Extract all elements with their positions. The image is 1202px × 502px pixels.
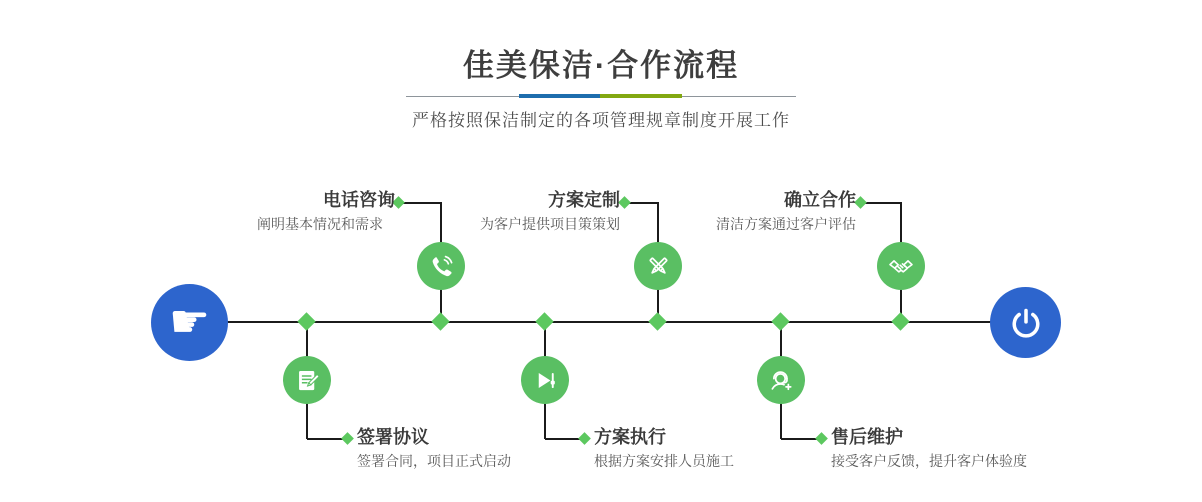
- step-desc: 接受客户反馈，提升客户体验度: [831, 453, 1027, 469]
- step-desc: 为客户提供项目策策划: [480, 216, 620, 232]
- step-title: 电话咨询: [323, 190, 395, 210]
- label-tick-diamond: [341, 432, 354, 445]
- divider-green-segment: [600, 94, 682, 98]
- contract-icon: [294, 367, 321, 394]
- page-subtitle: 严格按照保洁制定的各项管理规章制度开展工作: [412, 111, 790, 130]
- step-label-after-sales: [831, 427, 1027, 469]
- timeline-node-diamond: [771, 312, 789, 330]
- step-desc: 阐明基本情况和需求: [257, 216, 383, 232]
- step-circle-handshake: [877, 242, 925, 290]
- page-title: 佳美保洁·合作流程: [462, 48, 740, 83]
- step-title: 方案定制: [548, 190, 620, 210]
- step-label-sign-agreement: [357, 427, 511, 469]
- timeline-node-diamond: [297, 312, 315, 330]
- label-tick-diamond: [854, 196, 867, 209]
- connector-label-top-3: [863, 202, 902, 204]
- label-tick-diamond: [578, 432, 591, 445]
- step-label-plan-execute: [594, 427, 734, 469]
- pointing-hand-icon: ☛: [168, 294, 211, 347]
- step-desc: 根据方案安排人员施工: [594, 453, 734, 469]
- timeline-node-diamond: [535, 312, 553, 330]
- divider-blue-segment: [519, 94, 600, 98]
- connector-label-bottom-1: [307, 438, 345, 440]
- connector-label-bottom-2: [545, 438, 582, 440]
- phone-icon: [428, 253, 455, 280]
- step-title: 签署协议: [357, 427, 429, 447]
- step-circle-phone: [417, 242, 465, 290]
- power-icon: [1009, 306, 1043, 340]
- connector-label-bottom-3: [781, 438, 819, 440]
- handshake-icon: [887, 252, 915, 280]
- play-slider-icon: [532, 367, 559, 394]
- step-title: 售后维护: [831, 427, 903, 447]
- step-label-plan-customize: [480, 190, 620, 232]
- title-divider: [406, 94, 796, 99]
- connector-label-top-2: [627, 202, 659, 204]
- step-circle-design: [634, 242, 682, 290]
- step-desc: 签署合同，项目正式启动: [357, 453, 511, 469]
- step-circle-service: [757, 356, 805, 404]
- label-tick-diamond: [815, 432, 828, 445]
- step-label-confirm-cooperation: [716, 190, 856, 232]
- step-desc: 清洁方案通过客户评估: [716, 216, 856, 232]
- step-title: 确立合作: [784, 190, 856, 210]
- timeline-node-diamond: [431, 312, 449, 330]
- step-circle-execute: [521, 356, 569, 404]
- label-tick-diamond: [618, 196, 631, 209]
- start-node: [151, 284, 228, 361]
- connector-label-top-1: [401, 202, 442, 204]
- headset-plus-icon: [767, 366, 795, 394]
- timeline: [220, 321, 994, 323]
- design-tools-icon: [645, 253, 672, 280]
- timeline-node-diamond: [648, 312, 666, 330]
- end-node: [990, 287, 1061, 358]
- step-label-phone-consult: [257, 190, 395, 232]
- step-circle-contract: [283, 356, 331, 404]
- step-title: 方案执行: [594, 427, 666, 447]
- timeline-node-diamond: [891, 312, 909, 330]
